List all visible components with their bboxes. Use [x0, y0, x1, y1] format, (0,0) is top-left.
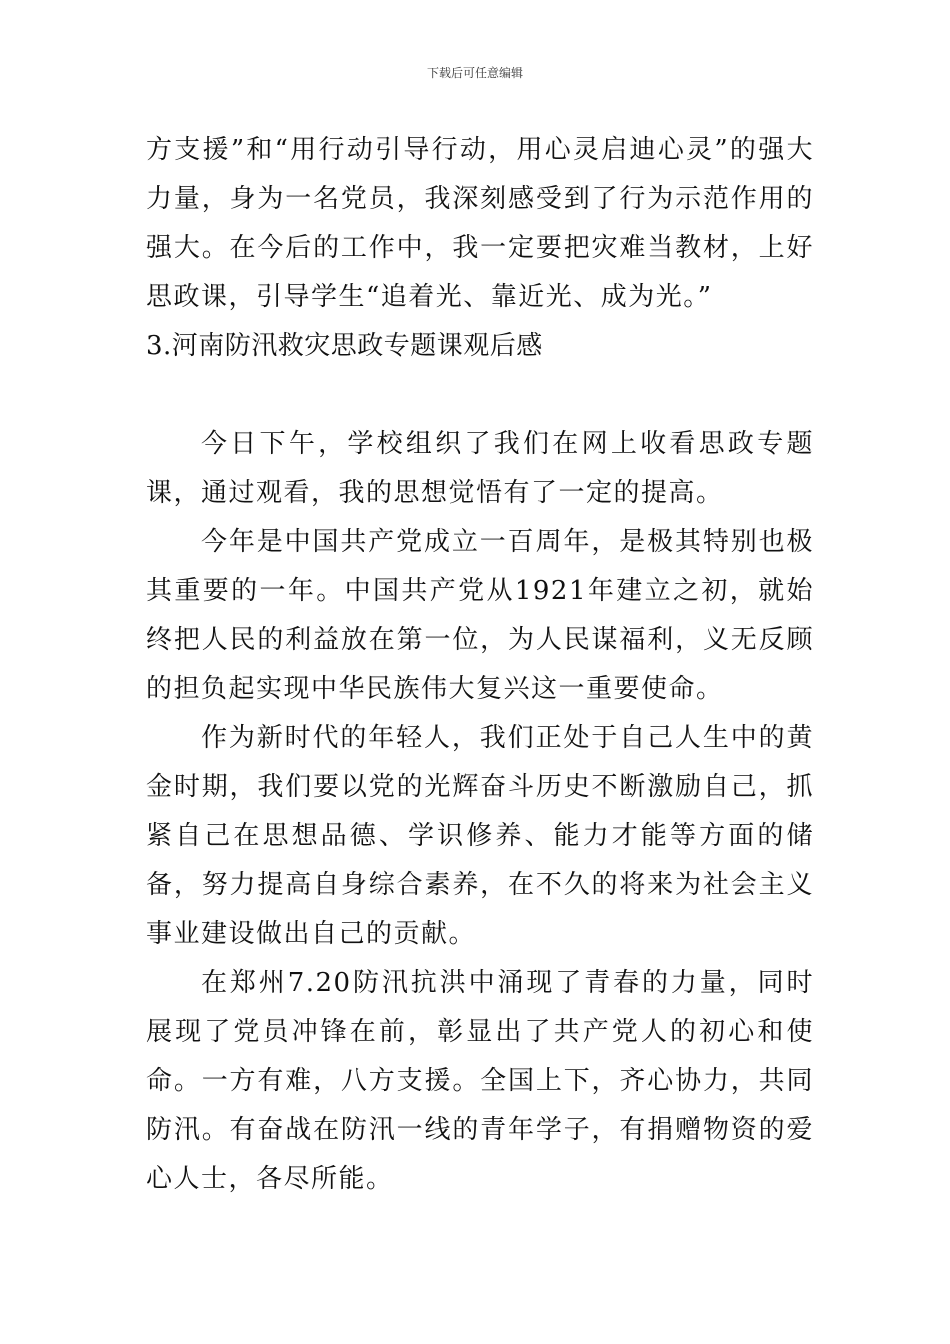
- paragraph: 在郑州7.20防汛抗洪中涌现了青春的力量，同时展现了党员冲锋在前，彰显出了共产党人的初心和使命。一方有难，八方支援。全国上下，齐心协力，共同防汛。有奋战在防汛一线的青年学子，有捐赠物资的爱心人士，各尽所能。: [146, 968, 814, 1194]
- document-body: [146, 126, 814, 1204]
- paragraph: 今年是中国共产党成立一百周年，是极其特别也极其重要的一年。中国共产党从1921年建立之初，就始终把人民的利益放在第一位，为人民谋福利，义无反顾的担负起实现中华民族伟大复兴这一重要使命。: [146, 527, 814, 704]
- section-heading: 3.河南防汛救灾思政专题课观后感: [146, 331, 543, 361]
- paragraph-continuation: 方支援”和“用行动引导行动，用心灵启迪心灵”的强大力量，身为一名党员，我深刻感受到了行为示范作用的强大。在今后的工作中，我一定要把灾难当教材，上好思政课，引导学生“追着光、靠近光、成为光。”: [146, 135, 814, 312]
- page-header: 下载后可任意编辑: [426, 66, 523, 80]
- blank-line: [146, 371, 814, 420]
- paragraph: 作为新时代的年轻人，我们正处于自己人生中的黄金时期，我们要以党的光辉奋斗历史不断激励自己，抓紧自己在思想品德、学识修养、能力才能等方面的储备，努力提高自身综合素养，在不久的将来为社会主义事业建设做出自己的贡献。: [146, 723, 814, 949]
- paragraph: 今日下午，学校组织了我们在网上收看思政专题课，通过观看，我的思想觉悟有了一定的提高。: [146, 429, 814, 508]
